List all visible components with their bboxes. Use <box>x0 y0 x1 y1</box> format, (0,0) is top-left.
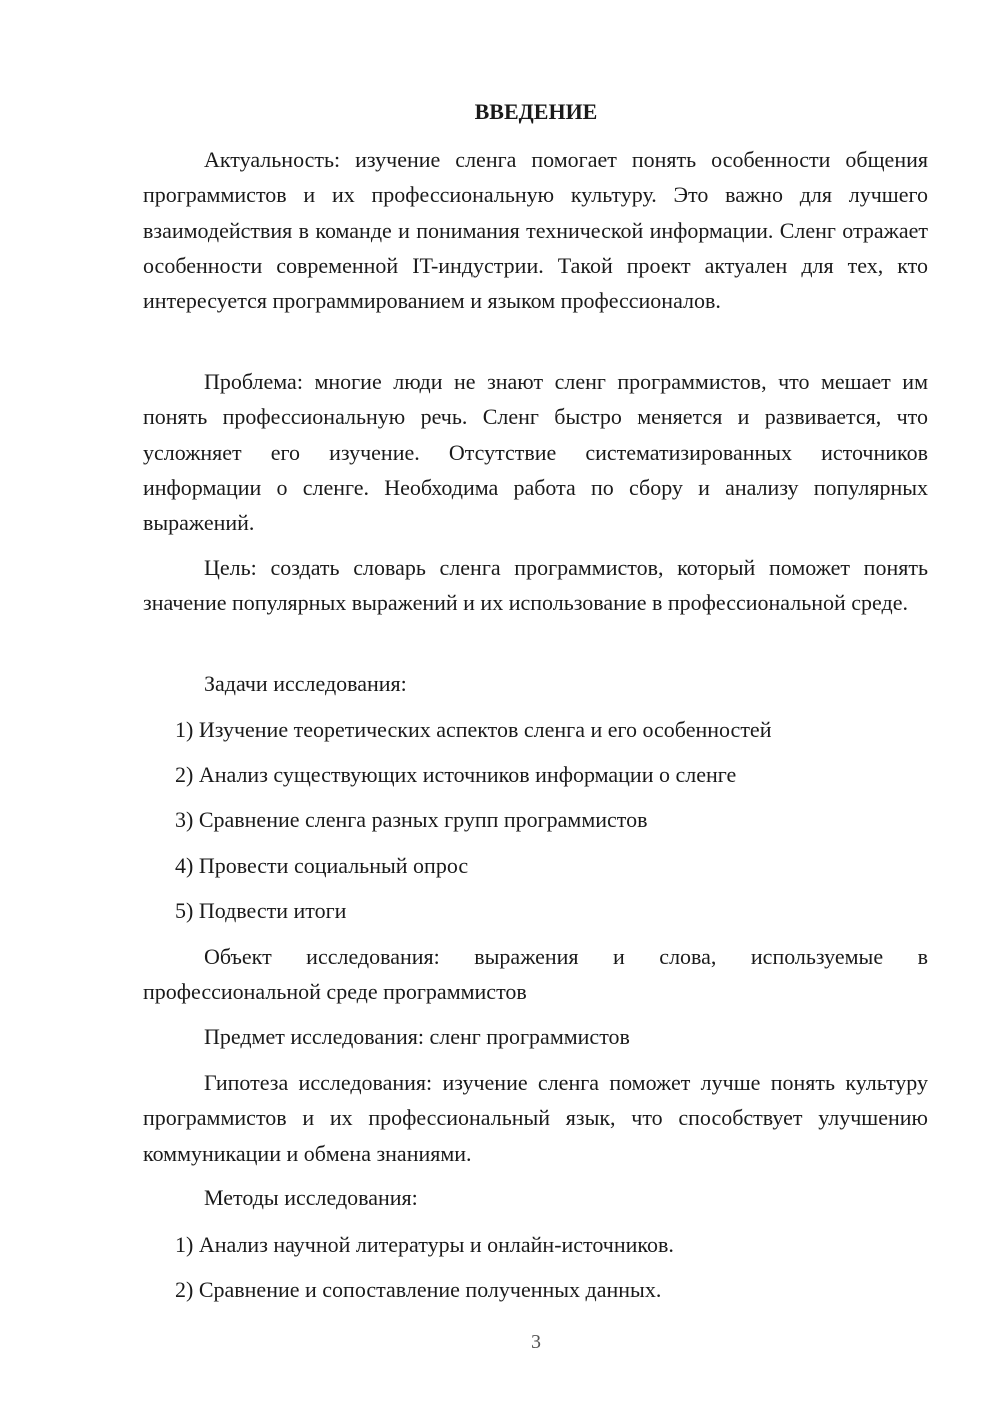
object-paragraph: Объект исследования: выражения и слова, используемые в профессиональной среде программистов <box>143 944 928 1005</box>
goal-paragraph: Цель: создать словарь сленга программистов, который поможет понять значение популярных выражений и их использование в профессиональной среде. <box>143 555 928 616</box>
page-number: 3 <box>531 1331 541 1353</box>
methods-heading: Методы исследования: <box>204 1185 418 1210</box>
relevance-paragraph: Актуальность: изучение сленга помогает понять особенности общения программистов и их профессиональную культуру. Это важно для лучшего взаимодействия в команде и понимания технической информации. Сленг отражает особенности современной IT-индустрии. Такой проект актуален для тех, кто интересуется программированием и языком профессионалов. <box>143 147 928 314</box>
subject-paragraph: Предмет исследования: сленг программистов <box>204 1024 630 1049</box>
task-item: 1) Изучение теоретических аспектов сленга и его особенностей <box>175 717 772 742</box>
tasks-heading: Задачи исследования: <box>204 671 407 696</box>
method-item: 2) Сравнение и сопоставление полученных данных. <box>175 1277 662 1302</box>
task-item: 3) Сравнение сленга разных групп программистов <box>175 807 648 832</box>
problem-paragraph: Проблема: многие люди не знают сленг программистов, что мешает им понять профессиональную речь. Сленг быстро меняется и развивается, что усложняет его изучение. Отсутствие систематизированных источников информации о сленге. Необходима работа по сбору и анализу популярных выражений. <box>143 369 928 536</box>
hypothesis-paragraph: Гипотеза исследования: изучение сленга поможет лучше понять культуру программистов и их профессиональный язык, что способствует улучшению коммуникации и обмена знаниями. <box>143 1070 928 1166</box>
page-title: ВВЕДЕНИЕ <box>474 99 598 124</box>
method-item: 1) Анализ научной литературы и онлайн-источников. <box>175 1232 674 1257</box>
task-item: 2) Анализ существующих источников информации о сленге <box>175 762 737 787</box>
task-item: 4) Провести социальный опрос <box>175 853 469 878</box>
task-item: 5) Подвести итоги <box>175 898 347 923</box>
